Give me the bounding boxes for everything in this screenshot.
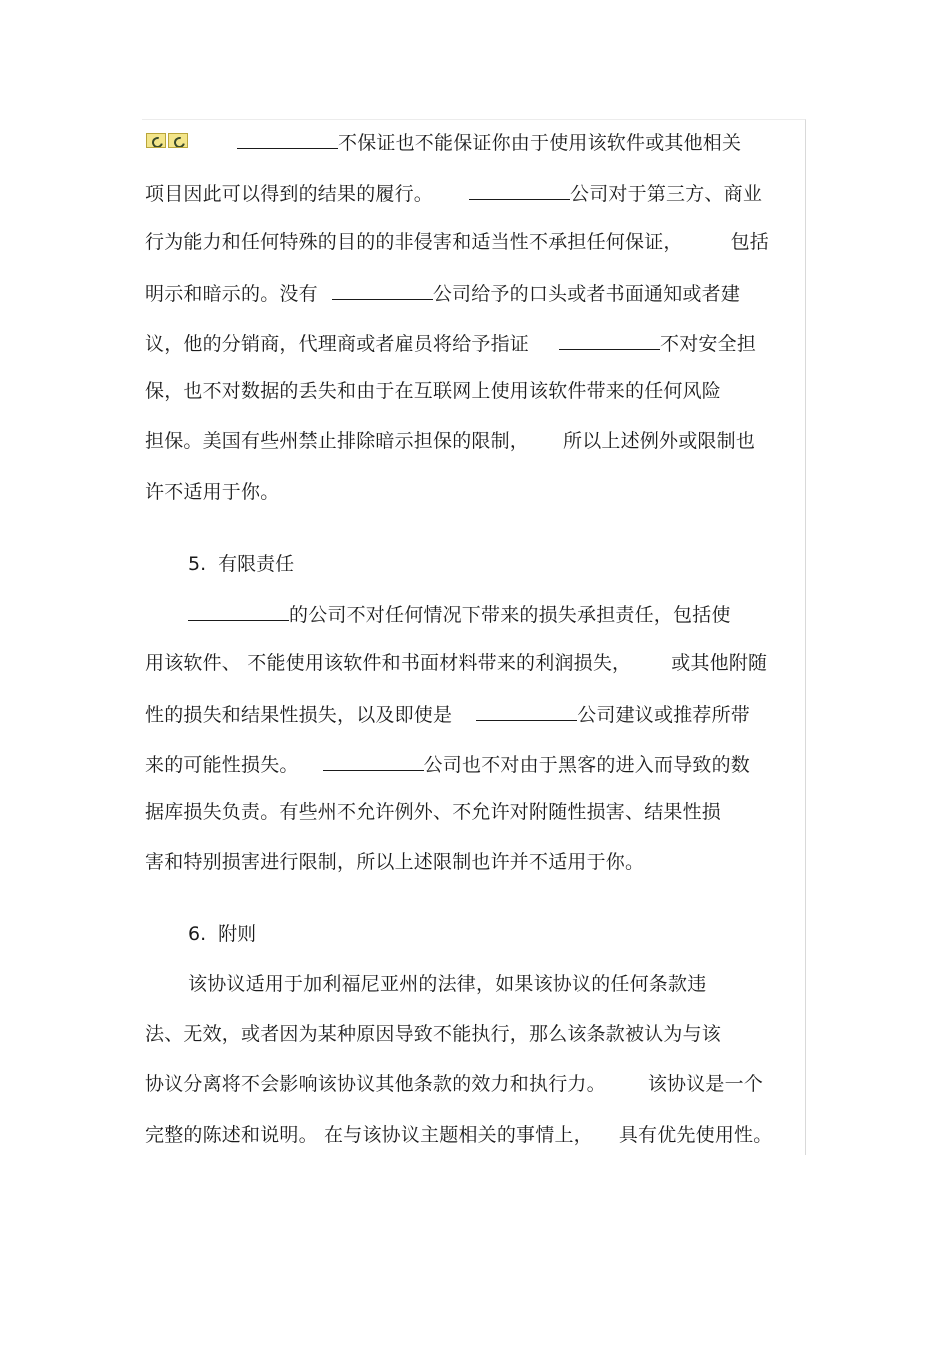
text: 具有优先使用性。	[618, 1124, 773, 1146]
paragraph-line	[145, 1023, 721, 1045]
text: 不保证也不能保证你由于使用该软件或其他相关	[338, 132, 742, 154]
text: 协议分离将不会影响该协议其他条款的效力和执行力。	[145, 1073, 606, 1095]
text: 或其他附随	[671, 652, 768, 674]
text: 据库损失负责。有些州不允许例外、不允许对附随性损害、结果性损	[145, 801, 722, 823]
paragraph-line	[145, 1124, 772, 1146]
text: 害和特别损害进行限制，所以上述限制也许并不适用于你。	[145, 851, 645, 873]
section-heading	[188, 923, 256, 945]
text: 议，他的分销商，代理商或者雇员将给予指证	[145, 333, 530, 355]
text: 来的可能性损失。	[145, 754, 299, 776]
text: 法、无效，或者因为某种原因导致不能执行，那么该条款被认为与该	[145, 1023, 722, 1045]
paragraph-line	[145, 652, 767, 674]
section-heading	[188, 553, 294, 575]
text: 不对安全担	[660, 333, 757, 355]
text: 该协议适用于加利福尼亚州的法律，如果该协议的任何条款违	[188, 973, 707, 995]
paragraph-line	[145, 181, 762, 205]
paragraph-line	[145, 752, 750, 776]
link-icon	[146, 133, 192, 149]
text: 用该软件、 不能使用该软件和书面材料带来的利润损失，	[145, 652, 632, 674]
text: 行为能力和任何特殊的目的的非侵害和适当性不承担任何保证，	[145, 231, 683, 253]
text: 的公司不对任何情况下带来的损失承担责任，包括使	[289, 604, 731, 626]
section-number: 5.	[188, 553, 207, 575]
section-number: 6.	[188, 923, 207, 945]
text: 公司建议或推荐所带	[577, 704, 751, 726]
paragraph-line	[145, 380, 721, 402]
blank-underline	[332, 281, 433, 300]
blank-underline	[476, 702, 577, 721]
paragraph-line	[145, 851, 644, 873]
page-frame	[142, 119, 806, 1155]
text: 担保。美国有些州禁止排除暗示担保的限制，	[145, 430, 530, 452]
text: 所以上述例外或限制也	[563, 430, 756, 452]
paragraph-line	[145, 331, 756, 355]
text: 包括	[730, 231, 770, 253]
text: 许不适用于你。	[145, 481, 280, 503]
paragraph-line	[145, 801, 721, 823]
paragraph-line	[145, 1073, 763, 1095]
paragraph-line	[145, 231, 769, 253]
link-icon-left	[146, 133, 166, 148]
blank-underline	[237, 130, 338, 149]
blank-underline	[188, 602, 289, 621]
text: 公司也不对由于黑客的进入而导致的数	[423, 754, 751, 776]
text: 项目因此可以得到的结果的履行。	[145, 183, 434, 205]
text: 公司给予的口头或者书面通知或者建	[432, 283, 741, 305]
paragraph-line	[145, 481, 279, 503]
paragraph-line	[145, 281, 740, 305]
paragraph-line	[188, 973, 706, 995]
text: 明示和暗示的。没有	[145, 283, 318, 305]
blank-underline	[469, 181, 570, 200]
blank-underline	[323, 752, 424, 771]
paragraph-line	[188, 602, 731, 626]
paragraph-line	[237, 130, 741, 154]
link-icon-right	[168, 133, 188, 148]
paragraph-line	[145, 702, 750, 726]
text: 性的损失和结果性损失，以及即使是	[145, 704, 453, 726]
paragraph-line	[145, 430, 755, 452]
section-title: 有限责任	[218, 553, 295, 575]
blank-underline	[559, 331, 660, 350]
text: 公司对于第三方、商业	[570, 183, 763, 205]
text: 保，也不对数据的丢失和由于在互联网上使用该软件带来的任何风险	[145, 380, 722, 402]
text: 该协议是一个	[647, 1073, 764, 1095]
text: 完整的陈述和说明。 在与该协议主题相关的事情上，	[145, 1124, 593, 1146]
section-title: 附则	[218, 923, 257, 945]
